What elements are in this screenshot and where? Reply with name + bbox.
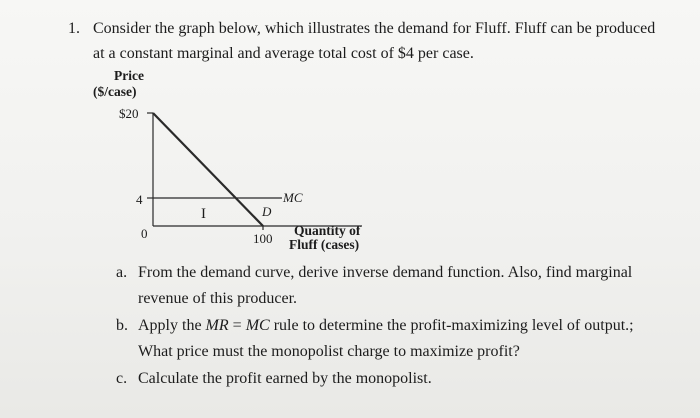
part-a-letter: a. xyxy=(116,264,128,281)
question-text-line2: at a constant marginal and average total cost of $4 per case. xyxy=(93,45,474,62)
part-b-eq: = xyxy=(228,317,246,334)
demand-curve-line xyxy=(153,113,263,226)
y-axis-label-line1: Price xyxy=(114,68,144,83)
part-b-line2: What price must the monopolist charge to maximize profit? xyxy=(138,343,520,360)
bracket-mark: I xyxy=(201,206,206,222)
part-c-line1: Calculate the profit earned by the monopolist. xyxy=(138,370,432,387)
part-b-suffix: rule to determine the profit-maximizing level of output.; xyxy=(269,317,634,334)
y-tick-20: $20 xyxy=(119,106,139,121)
y-axis-label-line2: ($/case) xyxy=(93,84,137,99)
part-c-letter: c. xyxy=(116,370,128,387)
x-axis-label-line2: Fluff (cases) xyxy=(289,237,360,252)
y-tick-4: 4 xyxy=(136,192,143,207)
part-b-prefix: Apply the xyxy=(138,317,206,334)
part-b-letter: b. xyxy=(116,317,128,334)
part-b-line1 xyxy=(138,317,634,335)
origin-label: 0 xyxy=(141,226,148,241)
part-a-line1: From the demand curve, derive inverse demand function. Also, find marginal xyxy=(138,264,633,281)
x-axis-label-line1: Quantity of xyxy=(294,223,361,238)
part-a-line2: revenue of this producer. xyxy=(138,290,298,307)
x-tick-100: 100 xyxy=(253,231,273,246)
demand-curve-label: D xyxy=(262,204,272,219)
question-text-line1: Consider the graph below, which illustrates the demand for Fluff. Fluff can be produced xyxy=(93,20,656,37)
part-b-mr: MR xyxy=(205,317,229,334)
mc-curve-label: MC xyxy=(283,190,303,205)
part-b-mc: MC xyxy=(245,317,270,334)
question-number: 1. xyxy=(68,20,80,37)
